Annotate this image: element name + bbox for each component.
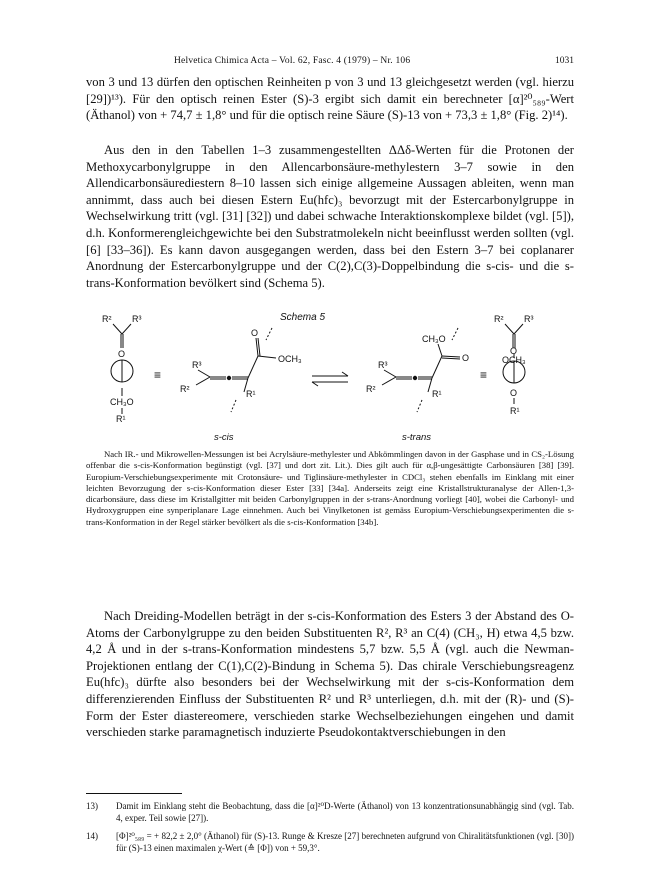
page-number: 1031 xyxy=(555,56,574,66)
atom-r3-left: R³ xyxy=(132,314,142,324)
running-header xyxy=(86,56,574,70)
atom-r2-trans: R² xyxy=(366,384,376,394)
atom-r3-trans: R³ xyxy=(378,360,388,370)
atom-ch3o-trans: CH₃O xyxy=(422,334,446,344)
atom-och3-cis: OCH₃ xyxy=(278,354,302,364)
atom-o-right: O xyxy=(510,346,518,356)
atom-r2-right: R² xyxy=(494,314,504,324)
paragraph-2 xyxy=(86,142,574,291)
footnote-14-mark: 14) xyxy=(86,831,98,841)
atom-r2-cis: R² xyxy=(180,384,190,394)
atom-o-cis: O xyxy=(251,328,259,338)
journal-title: Helvetica Chimica Acta – Vol. 62, Fasc. 4 (1979) – Nr. 106 xyxy=(174,56,411,66)
scheme-5 xyxy=(86,300,574,448)
atom-och3-right: OCH₃ xyxy=(502,355,526,365)
equivalence-sign-right: ≡ xyxy=(480,368,488,382)
footnote-13 xyxy=(86,800,574,824)
label-s-cis: s-cis xyxy=(214,432,234,443)
scheme-5-drawing xyxy=(86,300,574,448)
label-s-trans: s-trans xyxy=(402,432,432,443)
paragraph-3 xyxy=(86,608,574,741)
paragraph-1-text: von 3 und 13 dürfen den optischen Reinheiten p von 3 und 13 gleichgesetzt werden (vgl. hierzu [29])¹³). Für den optisch reinen Ester (S)-3 ergibt sich damit ein berechneter [α]²⁰₅₈₉-Wert (Äthanol) von + 74,7 ± 1,8° und für die optisch reine Säure (S)-13 von + 73,3 ± 1,8° (Fig. 2)¹⁴). xyxy=(86,75,574,123)
paragraph-1 xyxy=(86,74,574,124)
atom-r1-right: R¹ xyxy=(510,406,520,416)
atom-r1-cis: R¹ xyxy=(246,389,256,399)
atom-r3-cis: R³ xyxy=(192,360,202,370)
paragraph-2-text: Aus den in den Tabellen 1–3 zusammengestellten ΔΔδ-Werten für die Protonen der Methoxycarbonylgruppe in den Allencarbonsäure-methylestern 3–7 sowie in den Allendicarbonsäurediestern 8–10 lassen sich einige allgemeine Aussagen ableiten, wenn man annimmt, dass auch bei diesen Estern Eu(hfc)₃ bevorzugt mit der Estercarbonylgruppe in Wechselwirkung tritt (vgl. [31] [32]) und dabei schwache Interaktionskomplexe bildet (vgl. [5]), d.h. Konformerengleichgewichte bei den Substratmolekeln nicht beeinflusst werden sollten (vgl. [6] [33–36]). Es kann davon ausgegangen werden, dass bei den Estern 3–7 bei coplanarer Anordnung der Estercarbonylgruppe und der C(2),C(3)-Doppelbindung die s-cis- und die s-trans-Konformation bevölkert sind (Schema 5). xyxy=(86,143,574,290)
atom-ch3o-left: CH₃O xyxy=(110,397,134,407)
footnote-14 xyxy=(86,830,574,854)
atom-o-left: O xyxy=(118,349,126,359)
atom-r1-left: R¹ xyxy=(116,414,126,424)
footnote-rule xyxy=(86,793,182,794)
atom-o-trans: O xyxy=(462,353,470,363)
footnote-13-mark: 13) xyxy=(86,801,98,811)
equivalence-sign-left: ≡ xyxy=(154,368,162,382)
scheme-caption: Nach IR.- und Mikrowellen-Messungen ist bei Acrylsäure-methylester und Abkömmlingen davon in der Gasphase und in CS₂-Lösung offenbar die s-cis-Konformation begünstigt (vgl. [37] und dort zit. Lit.). Dies gilt auch für α,β-ungesättigte Carbonsäuren [38] [39]. Europium-Verschiebungsexperimente mit Crotonsäure- und Tiglinsäure-methylester in CDCl₃ stehen ebenfalls im Einklang mit einer leichten Bevorzugung der s-cis-Konformation dieser Ester [33] [34a]. Anderseits zeigt eine Kristallstrukturanalyse der Allen-1,3-dicarbonsäure, dass diese im Kristallgitter mit beiden Carbonylgruppen in der s-trans-Anordnung vorliegt [40], wobei die Carbonyl- und Hydroxygruppen eine synperiplanare Lage einnehmen. Auch bei Vinylketonen ist gemäss Europium-Verschiebungsexperimenten die s-trans-Konformation in der Regel stärker bevölkert als die s-cis-Konformation [34b]. xyxy=(86,449,574,527)
atom-r3-right: R³ xyxy=(524,314,534,324)
footnote-14-text: [Φ]²⁰₅₈₉ = + 82,2 ± 2,0° (Äthanol) für (S)-13. Runge & Kresze [27] berechneten aufgrund von Chiralitätsfunktionen (vgl. [30]) für (S)-13 einen maximalen χ-Wert (≙ [Φ]) von + 59,3°. xyxy=(116,831,574,853)
footnote-13-text: Damit im Einklang steht die Beobachtung, dass die [α]²⁰D-Werte (Äthanol) von 13 konzentrationsunabhängig sind (vgl. Tab. 4, exper. Teil sowie [27]). xyxy=(116,801,574,823)
atom-r1-trans: R¹ xyxy=(432,389,442,399)
atom-r2-left: R² xyxy=(102,314,112,324)
atom-o2-right: O xyxy=(510,388,518,398)
paragraph-3-text: Nach Dreiding-Modellen beträgt in der s-cis-Konformation des Esters 3 der Abstand des O-Atoms der Carbonylgruppe zu den beiden Substituenten R², R³ an C(4) (CH₃, H) etwa 4,5 bzw. 4,2 Å und in der s-trans-Konformation mindestens 5,7 bzw. 5,5 Å (vgl. auch die Newman-Projektionen entlang der C(1),C(2)-Bindung in Schema 5). Das chirale Verschiebungsreagenz Eu(hfc)₃ dürfte also besonders bei der Wechselwirkung mit der s-cis-Konformation dem differenzierenden Einfluss der Substituenten R² und R³ unterliegen, d.h. mit der (R)- und (S)-Form der Ester diastereomere, verschieden starke Wechselbeziehungen eingehen und damit verschieden starke paramagnetisch induzierte Pseudokontaktverschiebungen in den xyxy=(86,609,574,740)
scheme-title: Schema 5 xyxy=(280,312,326,323)
